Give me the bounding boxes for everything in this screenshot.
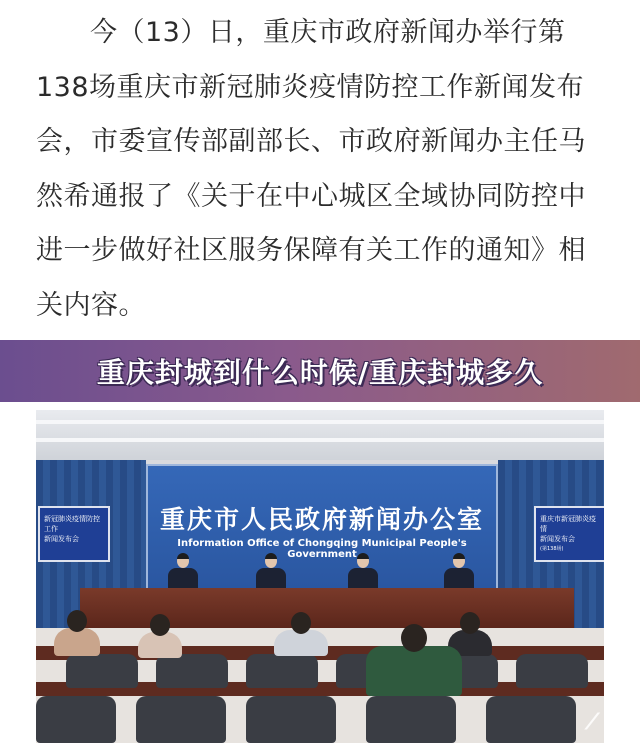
chair: [136, 696, 226, 743]
chair: [516, 654, 588, 688]
audience-member: [138, 632, 182, 658]
audience-member: [274, 630, 328, 656]
left-side-screen: [38, 506, 110, 562]
audience-member: [366, 646, 462, 696]
article-paragraph: 今（13）日，重庆市政府新闻办举行第138场重庆市新冠肺炎疫情防控工作新闻发布会，市委宣传部副部长、市政府新闻办主任马然希通报了《关于在中心城区全域协同防控中进一步做好社区服务保障有关工作的通知》相关内容。: [36, 17, 586, 321]
audience-member: [54, 628, 100, 656]
chair: [66, 654, 138, 688]
headline-banner: [0, 340, 640, 402]
backdrop-title: 重庆市人民政府新闻办公室: [159, 505, 484, 534]
right-side-screen: [534, 506, 604, 562]
chair: [156, 654, 228, 688]
press-conference-photo: [36, 410, 604, 743]
chair: [246, 696, 336, 743]
left-screen-line2: 新闻发布会: [44, 535, 79, 543]
headline-title: 重庆封城到什么时候/重庆封城多久: [96, 356, 544, 389]
article-body: [36, 6, 608, 333]
right-screen-line2: 新闻发布会: [540, 535, 575, 543]
chair: [486, 696, 576, 743]
backdrop-subtitle: Information Office of Chongqing Municipal People's Government: [177, 538, 467, 560]
right-screen-line3: (第138场): [540, 546, 564, 552]
chair: [246, 654, 318, 688]
chair: [366, 696, 456, 743]
ceiling: [36, 410, 604, 460]
right-screen-line1: 重庆市新冠肺炎疫情: [540, 515, 596, 533]
left-screen-line1: 新冠肺炎疫情防控工作: [44, 515, 100, 533]
watermark-glyph: ⁄​: [590, 710, 594, 735]
chair: [36, 696, 116, 743]
